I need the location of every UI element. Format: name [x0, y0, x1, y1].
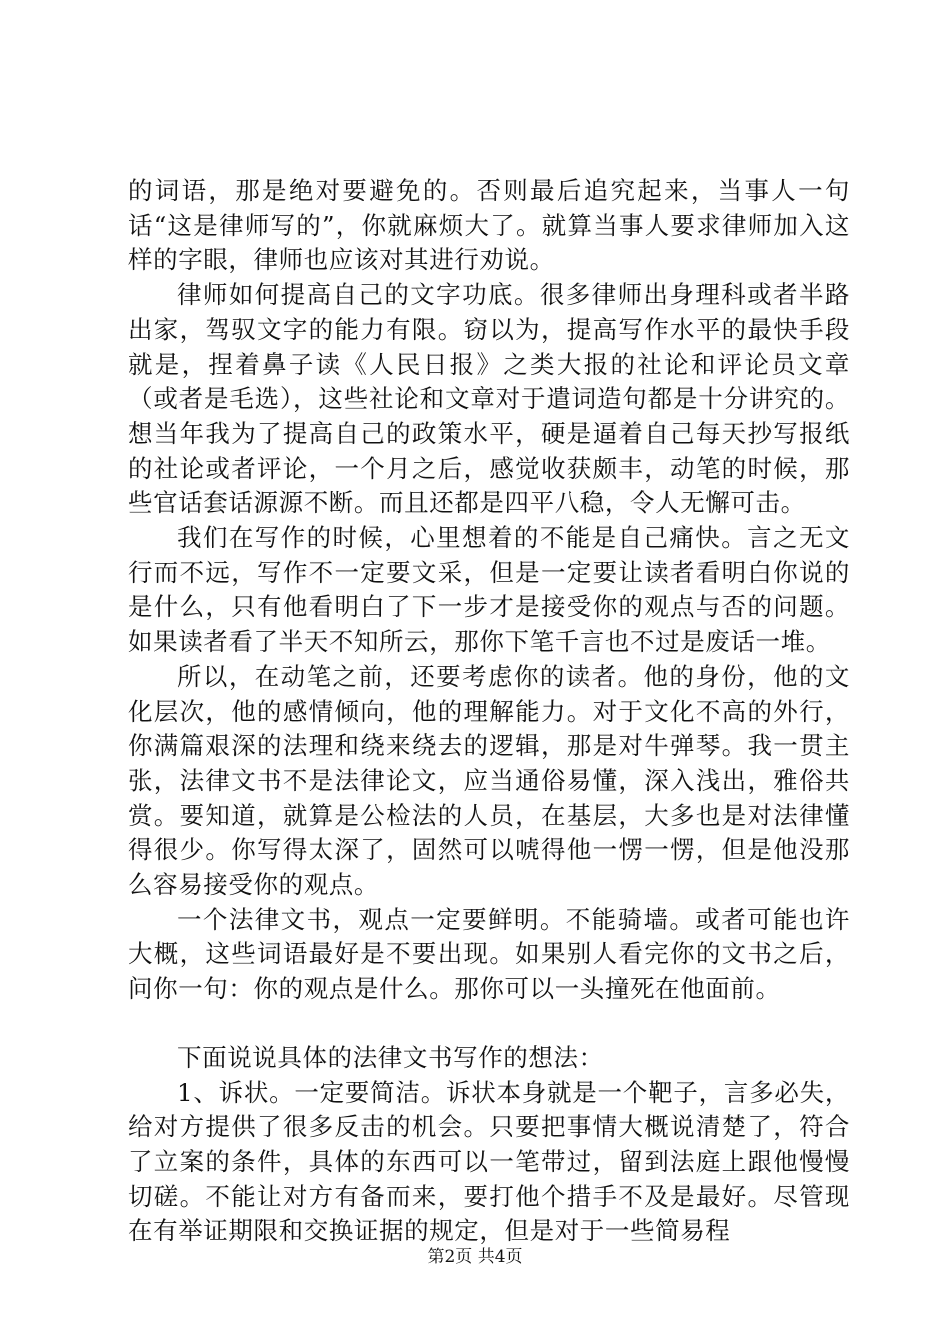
paragraph-complaint: 1、诉状。一定要简洁。诉状本身就是一个靶子，言多必失，给对方提供了很多反击的机会。只要把事情大概说清楚了，符合了立案的条件，具体的东西可以一笔带过，留到法庭上跟他慢慢切磋。不能让对方有备而来，要打他个措手不及是最好。尽管现在有举证期限和交换证据的规定，但是对于一些简易程: [128, 1077, 850, 1246]
paragraph-continued: 的词语，那是绝对要避免的。否则最后追究起来，当事人一句话“这是律师写的”，你就麻烦大了。就算当事人要求律师加入这样的字眼，律师也应该对其进行劝说。: [128, 176, 850, 275]
paragraph-consider-reader: 所以，在动笔之前，还要考虑你的读者。他的身份，他的文化层次，他的感情倾向，他的理解能力。对于文化不高的外行，你满篇艰深的法理和绕来绕去的逻辑，那是对牛弹琴。我一贯主张，法律文书不是法律论文，应当通俗易懂，深入浅出，雅俗共赏。要知道，就算是公检法的人员，在基层，大多也是对法律懂得很少。你写得太深了，固然可以唬得他一愣一愣，但是他没那么容易接受你的观点。: [128, 661, 850, 900]
page-number-footer: 第2页 共4页: [427, 1247, 523, 1267]
paragraph-writing-skill: 律师如何提高自己的文字功底。很多律师出身理科或者半路出家，驾驭文字的能力有限。窃以为，提高写作水平的最快手段就是，捏着鼻子读《人民日报》之类大报的社论和评论员文章（或者是毛选），这些社论和文章对于遣词造句都是十分讲究的。想当年我为了提高自己的政策水平，硬是逼着自己每天抄写报纸的社论或者评论，一个月之后，感觉收获颇丰，动笔的时候，那些官话套话源源不断。而且还都是四平八稳，令人无懈可击。: [128, 280, 850, 518]
paragraph-reader-clarity: 我们在写作的时候，心里想着的不能是自己痛快。言之无文行而不远，写作不一定要文采，但是一定要让读者看明白你说的是什么，只有他看明白了下一步才是接受你的观点与否的问题。如果读者看了半天不知所云，那你下笔千言也不过是废话一堆。: [128, 523, 850, 657]
paragraph-section-intro: 下面说说具体的法律文书写作的想法：: [177, 1042, 604, 1072]
paragraph-clear-viewpoint: 一个法律文书，观点一定要鲜明。不能骑墙。或者可能也许大概，这些词语最好是不要出现。如果别人看完你的文书之后，问你一句：你的观点是什么。那你可以一头撞死在他面前。: [128, 904, 850, 1004]
body-text: [128, 174, 850, 1249]
